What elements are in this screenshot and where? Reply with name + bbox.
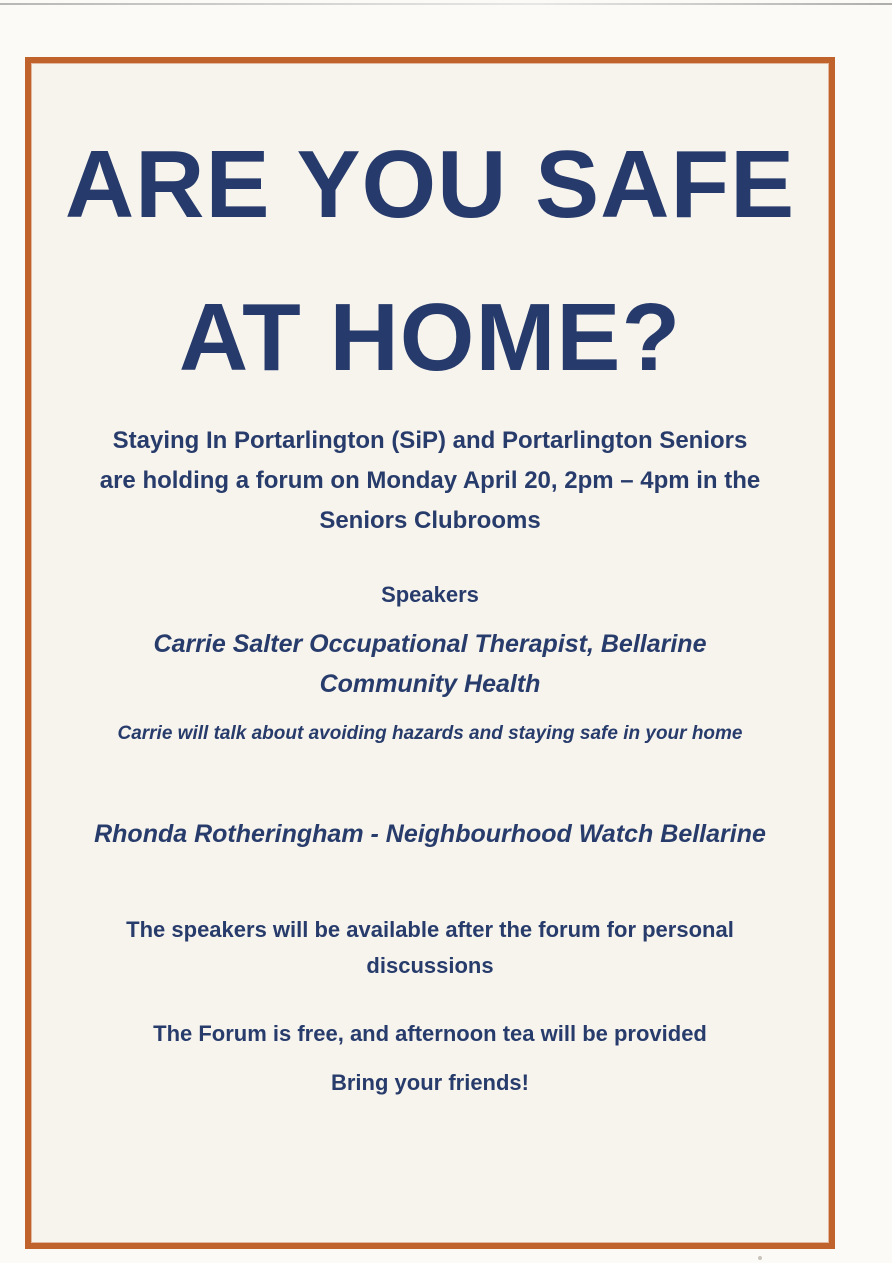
headline-line-2: AT HOME?: [178, 284, 682, 391]
scan-speck: [758, 1256, 762, 1260]
headline-line-1: ARE YOU SAFE: [64, 131, 796, 238]
speaker-1-name-line-2: Community Health: [319, 670, 541, 698]
free-forum-note: The Forum is free, and afternoon tea will be provided: [153, 1021, 707, 1046]
speaker-1-description: Carrie will talk about avoiding hazards and staying safe in your home: [117, 723, 743, 744]
intro-line-3: Seniors Clubrooms: [319, 507, 541, 534]
intro-line-2: are holding a forum on Monday April 20, 2pm – 4pm in the: [99, 467, 761, 494]
poster-frame: [25, 57, 835, 1249]
intro-line-1: Staying In Portarlington (SiP) and Portarlington Seniors: [112, 427, 748, 454]
availability-line-2: discussions: [366, 953, 494, 978]
scan-edge-line: [0, 3, 892, 5]
closing-line: Bring your friends!: [330, 1070, 529, 1095]
speaker-1-name-line-1: Carrie Salter Occupational Therapist, Bellarine: [153, 630, 707, 658]
speakers-heading: Speakers: [381, 582, 479, 607]
availability-line-1: The speakers will be available after the forum for personal: [126, 917, 734, 942]
speaker-2-name: Rhonda Rotheringham - Neighbourhood Watch Bellarine: [94, 820, 766, 848]
